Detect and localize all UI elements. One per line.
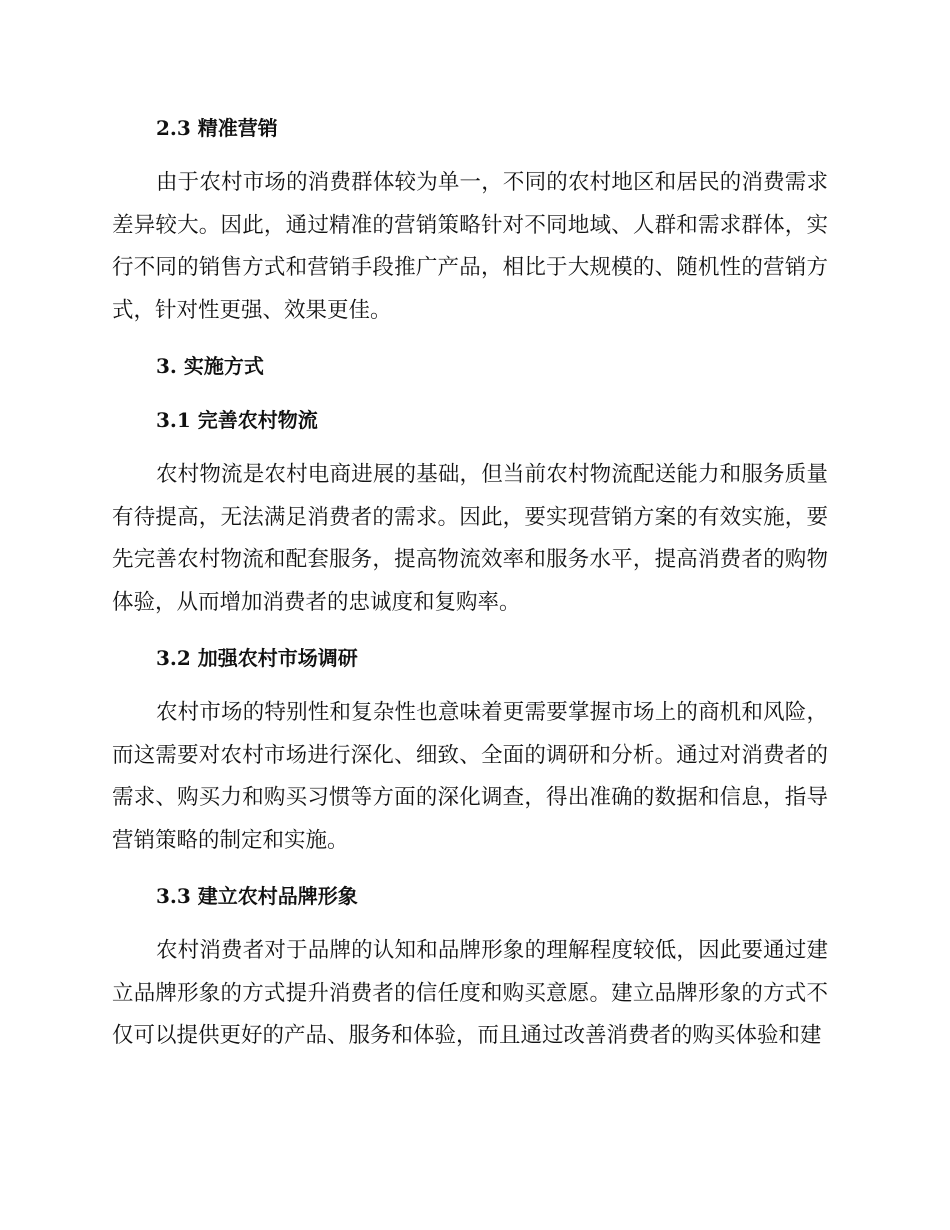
section-heading-3-2: 3.2 加强农村市场调研 bbox=[156, 646, 358, 670]
section-heading-3-3: 3.3 建立农村品牌形象 bbox=[156, 884, 358, 908]
paragraph-brand-image: 农村消费者对于品牌的认知和品牌形象的理解程度较低，因此要通过建立品牌形象的方式提升消费者的信任度和购买意愿。建立品牌形象的方式不仅可以提供更好的产品、服务和体验，而且通过改善消费者的购买体验和建 bbox=[112, 938, 828, 1048]
paragraph-precise-marketing: 由于农村市场的消费群体较为单一，不同的农村地区和居民的消费需求差异较大。因此，通过精准的营销策略针对不同地域、人群和需求群体，实行不同的销售方式和营销手段推广产品，相比于大规模的、随机性的营销方式，针对性更强、效果更佳。 bbox=[112, 170, 828, 323]
paragraph-rural-logistics: 农村物流是农村电商进展的基础，但当前农村物流配送能力和服务质量有待提高，无法满足消费者的需求。因此，要实现营销方案的有效实施，要先完善农村物流和配套服务，提高物流效率和服务水平，提高消费者的购物体验，从而增加消费者的忠诚度和复购率。 bbox=[112, 462, 828, 615]
section-heading-2-3: 2.3 精准营销 bbox=[156, 116, 278, 140]
document-body bbox=[112, 108, 828, 1072]
paragraph-market-research: 农村市场的特别性和复杂性也意味着更需要掌握市场上的商机和风险，而这需要对农村市场进行深化、细致、全面的调研和分析。通过对消费者的需求、购买力和购买习惯等方面的深化调查，得出准确的数据和信息，指导营销策略的制定和实施。 bbox=[112, 700, 828, 853]
section-heading-3-1: 3.1 完善农村物流 bbox=[156, 408, 318, 432]
section-heading-3: 3. 实施方式 bbox=[156, 354, 264, 378]
